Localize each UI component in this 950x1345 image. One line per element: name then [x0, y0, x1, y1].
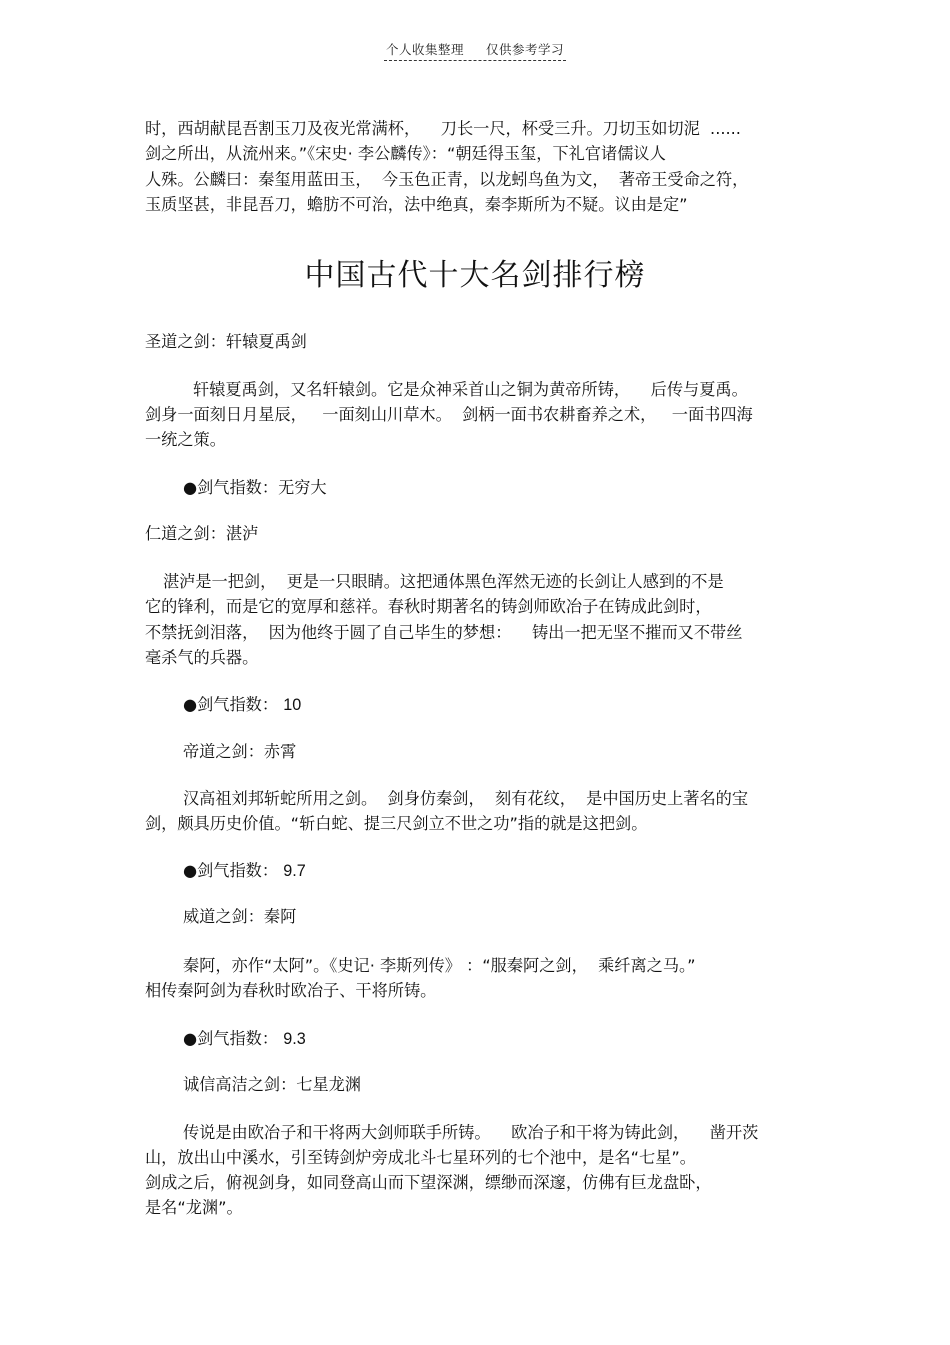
intro-line: 剑之所出，从流州来。”《宋史· 李公麟传》：“朝廷得玉玺，下礼官诸儒议人 [145, 144, 666, 163]
intro-line: 人殊。公麟曰：秦玺用蓝田玉， 今玉色正青，以龙蚓鸟鱼为文， 著帝王受命之符， [145, 170, 749, 189]
sword-qi-index [183, 860, 306, 882]
score-label: ●剑气指数： [183, 695, 279, 714]
score-label: ●剑气指数： [183, 1029, 279, 1048]
running-header [0, 40, 950, 61]
sword-qi-index [183, 694, 301, 716]
sword-qi-index [183, 477, 327, 499]
score-value: 无穷大 [278, 478, 327, 497]
section-body-line: 剑成之后，俯视剑身，如同登高山而下望深渊，缥缈而深邃，仿佛有巨龙盘卧， [145, 1173, 712, 1192]
section-heading: 诚信高洁之剑：七星龙渊 [183, 1075, 362, 1094]
section-body-line: 秦阿，亦作“太阿”。《史记· 李斯列传》 ：“服秦阿之剑， 乘纤离之马。” [183, 956, 696, 975]
section-heading: 帝道之剑：赤霄 [183, 742, 297, 761]
section-heading: 圣道之剑：轩辕夏禹剑 [145, 332, 307, 351]
section-body-line: 湛泸是一把剑， 更是一只眼睛。这把通体黑色浑然无迹的长剑让人感到的不是 [163, 572, 724, 591]
score-value: 9.7 [283, 862, 306, 880]
score-value: 9.3 [283, 1030, 306, 1048]
section-heading: 威道之剑：秦阿 [183, 907, 297, 926]
score-value: 10 [283, 696, 302, 714]
section-body-line: 剑身一面刻日月星辰， 一面刻山川草木。 剑柄一面书农耕畜养之术， 一面书四海 [145, 405, 753, 424]
header-left: 个人收集整理 [385, 42, 464, 57]
header-text [384, 40, 566, 61]
section-body-line: 不禁抚剑泪落， 因为他终于圆了自己毕生的梦想： 铸出一把无坚不摧而又不带丝 [145, 623, 743, 642]
section-body-line: 一统之策。 [145, 430, 226, 449]
section-body-line: 汉高祖刘邦斩蛇所用之剑。 剑身仿秦剑， 刻有花纹， 是中国历史上著名的宝 [183, 789, 749, 808]
intro-line: 时，西胡献昆吾割玉刀及夜光常满杯， 刀长一尺，杯受三升。刀切玉如切泥 ...... [145, 119, 741, 138]
section-body-line: 它的锋利，而是它的宽厚和慈祥。春秋时期著名的铸剑师欧冶子在铸成此剑时， [145, 597, 712, 616]
section-body-line: 传说是由欧冶子和干将两大剑师联手所铸。 欧冶子和干将为铸此剑， 凿开茨 [183, 1123, 759, 1142]
section-body-line: 毫杀气的兵器。 [145, 648, 259, 667]
score-label: ●剑气指数： [183, 478, 279, 497]
intro-line: 玉质坚甚，非昆吾刀，蟾肪不可治，法中绝真，秦李斯所为不疑。议由是定” [145, 195, 688, 214]
header-right: 仅供参考学习 [486, 42, 565, 57]
page-title: 中国古代十大名剑排行榜 [304, 258, 646, 293]
section-body-line: 是名“龙渊”。 [145, 1198, 243, 1217]
section-heading: 仁道之剑：湛泸 [145, 524, 259, 543]
section-body-line: 相传秦阿剑为春秋时欧冶子、干将所铸。 [145, 981, 437, 1000]
sword-qi-index [183, 1028, 306, 1050]
score-label: ●剑气指数： [183, 861, 279, 880]
section-body-line: 轩辕夏禹剑，又名轩辕剑。它是众神采首山之铜为黄帝所铸， 后传与夏禹。 [193, 380, 748, 399]
section-body-line: 山，放出山中溪水，引至铸剑炉旁成北斗七星环列的七个池中，是名“七星”。 [145, 1148, 696, 1167]
section-body-line: 剑，颇具历史价值。“斩白蛇、提三尺剑立不世之功”指的就是这把剑。 [145, 814, 648, 833]
